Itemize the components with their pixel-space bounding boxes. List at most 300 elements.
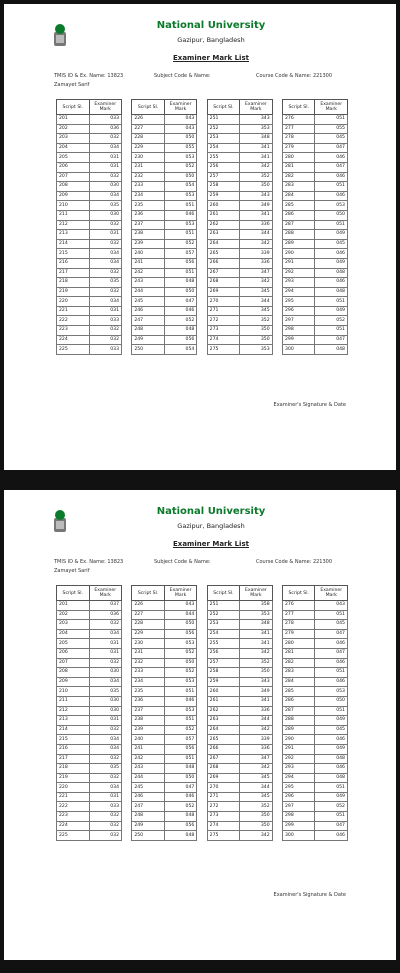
table-row	[132, 821, 197, 831]
script-serial: 214	[57, 239, 90, 249]
table-row	[57, 143, 122, 153]
script-serial: 251	[207, 601, 240, 611]
examiner-mark: 034	[89, 744, 122, 754]
table-row	[282, 210, 347, 220]
script-serial: 222	[57, 316, 90, 326]
table-row	[282, 802, 347, 812]
table-row	[57, 249, 122, 259]
script-serial: 215	[57, 735, 90, 745]
examiner-mark: 053	[164, 639, 197, 649]
script-serial: 288	[282, 230, 315, 240]
examiner-mark: 047	[315, 648, 348, 658]
script-serial: 277	[282, 610, 315, 620]
script-serial: 286	[282, 696, 315, 706]
examiner-mark: 051	[315, 706, 348, 716]
examiner-mark: 339	[240, 735, 273, 745]
examiner-mark: 031	[89, 648, 122, 658]
table-row	[207, 831, 272, 841]
script-serial: 233	[132, 182, 165, 192]
script-serial: 248	[132, 326, 165, 336]
script-serial: 252	[207, 124, 240, 134]
table-row	[282, 278, 347, 288]
examiner-mark: 336	[240, 706, 273, 716]
script-serial: 211	[57, 696, 90, 706]
script-serial: 284	[282, 191, 315, 201]
examiner-mark: 046	[315, 278, 348, 288]
script-serial: 225	[57, 345, 90, 355]
examiner-mark: 342	[240, 162, 273, 172]
script-serial: 239	[132, 725, 165, 735]
examiner-mark: 031	[89, 306, 122, 316]
script-serial: 260	[207, 201, 240, 211]
table-row	[132, 182, 197, 192]
examiner-mark: 051	[164, 687, 197, 697]
header-examiner-mark: Examiner Mark	[315, 100, 348, 115]
script-serial: 298	[282, 326, 315, 336]
table-row	[207, 802, 272, 812]
examiner-mark: 046	[315, 677, 348, 687]
examiner-mark: 045	[315, 134, 348, 144]
examiner-mark: 048	[164, 326, 197, 336]
examiner-mark: 046	[315, 191, 348, 201]
script-serial: 266	[207, 744, 240, 754]
examiner-mark: 345	[240, 792, 273, 802]
examiner-mark: 054	[164, 182, 197, 192]
examiner-mark: 347	[240, 268, 273, 278]
examiner-mark: 045	[315, 725, 348, 735]
examiner-mark: 032	[89, 821, 122, 831]
table-row	[282, 601, 347, 611]
examiner-mark: 033	[89, 316, 122, 326]
script-serial: 238	[132, 716, 165, 726]
examiner-mark: 348	[240, 134, 273, 144]
examiner-mark: 031	[89, 230, 122, 240]
examiner-mark: 051	[164, 201, 197, 211]
script-serial: 298	[282, 812, 315, 822]
table-row	[57, 201, 122, 211]
script-serial: 219	[57, 773, 90, 783]
script-serial: 258	[207, 182, 240, 192]
script-serial: 205	[57, 639, 90, 649]
table-row	[132, 620, 197, 630]
script-serial: 273	[207, 812, 240, 822]
table-row	[57, 764, 122, 774]
table-row	[57, 658, 122, 668]
script-serial: 278	[282, 134, 315, 144]
script-serial: 236	[132, 696, 165, 706]
table-row	[57, 744, 122, 754]
examiner-mark: 049	[315, 716, 348, 726]
examiner-mark: 052	[315, 802, 348, 812]
table-row	[207, 706, 272, 716]
table-row	[132, 239, 197, 249]
script-serial: 223	[57, 326, 90, 336]
examiner-name: Zamayet Sarif	[54, 82, 90, 88]
script-serial: 220	[57, 297, 90, 307]
script-serial: 295	[282, 783, 315, 793]
examiner-mark: 036	[89, 124, 122, 134]
script-serial: 273	[207, 326, 240, 336]
examiner-mark: 052	[164, 802, 197, 812]
examiner-mark: 037	[89, 601, 122, 611]
script-serial: 254	[207, 629, 240, 639]
examiner-mark: 033	[89, 115, 122, 125]
examiner-mark: 051	[315, 668, 348, 678]
examiner-mark: 034	[89, 297, 122, 307]
page-title: Examiner Mark List	[173, 54, 249, 62]
script-serial: 231	[132, 648, 165, 658]
table-row	[132, 210, 197, 220]
script-serial: 262	[207, 706, 240, 716]
table-row	[132, 687, 197, 697]
table-row	[207, 648, 272, 658]
script-serial: 280	[282, 639, 315, 649]
examiner-mark: 051	[315, 115, 348, 125]
table-row	[57, 326, 122, 336]
table-row	[57, 345, 122, 355]
header-script-sl: Script Sl.	[282, 100, 315, 115]
script-serial: 300	[282, 345, 315, 355]
script-serial: 224	[57, 821, 90, 831]
script-serial: 218	[57, 764, 90, 774]
examiner-mark: 341	[240, 143, 273, 153]
table-row	[207, 620, 272, 630]
examiner-mark: 030	[89, 706, 122, 716]
script-serial: 230	[132, 153, 165, 163]
table-row	[57, 172, 122, 182]
table-row	[282, 115, 347, 125]
table-row	[57, 668, 122, 678]
table-row	[207, 744, 272, 754]
table-row	[282, 287, 347, 297]
examiner-mark: 031	[89, 162, 122, 172]
script-serial: 220	[57, 783, 90, 793]
examiner-mark: 031	[89, 153, 122, 163]
examiner-mark: 339	[240, 249, 273, 259]
table-row	[132, 268, 197, 278]
script-serial: 231	[132, 162, 165, 172]
examiner-mark: 031	[89, 792, 122, 802]
header-script-sl: Script Sl.	[282, 586, 315, 601]
examiner-mark: 051	[164, 230, 197, 240]
examiner-mark: 035	[89, 201, 122, 211]
header-examiner-mark: Examiner Mark	[89, 586, 122, 601]
script-serial: 206	[57, 162, 90, 172]
script-serial: 229	[132, 629, 165, 639]
examiner-mark: 049	[315, 744, 348, 754]
table-row	[207, 335, 272, 345]
table-header-row	[282, 100, 347, 115]
examiner-mark: 051	[315, 220, 348, 230]
examiner-mark: 034	[89, 629, 122, 639]
table-row	[282, 345, 347, 355]
table-row	[207, 696, 272, 706]
examiner-mark: 056	[164, 335, 197, 345]
table-row	[207, 668, 272, 678]
table-row	[282, 191, 347, 201]
table-row	[207, 326, 272, 336]
script-serial: 280	[282, 153, 315, 163]
script-serial: 234	[132, 191, 165, 201]
script-serial: 234	[132, 677, 165, 687]
examiner-mark: 343	[240, 677, 273, 687]
examiner-mark: 045	[315, 620, 348, 630]
table-row	[282, 326, 347, 336]
examiner-mark: 032	[89, 812, 122, 822]
script-serial: 203	[57, 134, 90, 144]
examiner-mark: 033	[89, 345, 122, 355]
script-serial: 223	[57, 812, 90, 822]
examiner-mark: 053	[315, 201, 348, 211]
table-row	[57, 783, 122, 793]
examiner-mark: 336	[240, 258, 273, 268]
script-serial: 204	[57, 629, 90, 639]
script-serial: 299	[282, 821, 315, 831]
table-row	[207, 792, 272, 802]
examiner-mark: 352	[240, 658, 273, 668]
script-serial: 249	[132, 335, 165, 345]
examiner-mark: 051	[315, 182, 348, 192]
subject-code: Subject Code & Name:	[154, 73, 211, 79]
marks-table	[56, 585, 122, 841]
table-row	[57, 134, 122, 144]
script-serial: 257	[207, 172, 240, 182]
examiner-mark: 350	[240, 326, 273, 336]
examiner-mark: 046	[164, 306, 197, 316]
examiner-mark: 030	[89, 182, 122, 192]
table-row	[282, 831, 347, 841]
script-serial: 290	[282, 735, 315, 745]
examiner-mark: 353	[240, 610, 273, 620]
script-serial: 232	[132, 172, 165, 182]
script-serial: 278	[282, 620, 315, 630]
script-serial: 265	[207, 249, 240, 259]
examiner-mark: 051	[315, 812, 348, 822]
table-row	[282, 696, 347, 706]
table-row	[282, 735, 347, 745]
examiner-mark: 048	[315, 287, 348, 297]
script-serial: 283	[282, 182, 315, 192]
examiner-mark: 044	[164, 610, 197, 620]
table-row	[207, 610, 272, 620]
examiner-mark: 043	[164, 124, 197, 134]
table-row	[282, 648, 347, 658]
script-serial: 289	[282, 725, 315, 735]
table-row	[57, 124, 122, 134]
script-serial: 246	[132, 792, 165, 802]
marks-grid	[56, 585, 348, 841]
examiner-mark: 052	[315, 316, 348, 326]
examiner-mark: 036	[89, 610, 122, 620]
table-row	[57, 716, 122, 726]
table-row	[57, 696, 122, 706]
script-serial: 287	[282, 706, 315, 716]
examiner-name: Zamayet Sarif	[54, 568, 90, 574]
table-row	[282, 773, 347, 783]
table-row	[132, 764, 197, 774]
signature-line: Examiner's Signature & Date	[273, 892, 346, 898]
examiner-mark: 350	[240, 182, 273, 192]
script-serial: 216	[57, 258, 90, 268]
script-serial: 286	[282, 210, 315, 220]
table-row	[57, 162, 122, 172]
table-row	[207, 316, 272, 326]
script-serial: 227	[132, 124, 165, 134]
script-serial: 293	[282, 764, 315, 774]
examiner-mark: 345	[240, 287, 273, 297]
table-row	[282, 143, 347, 153]
table-row	[132, 648, 197, 658]
script-serial: 205	[57, 153, 90, 163]
examiner-mark: 345	[240, 773, 273, 783]
examiner-mark: 047	[315, 821, 348, 831]
header-examiner-mark: Examiner Mark	[164, 586, 197, 601]
examiner-mark: 046	[315, 639, 348, 649]
script-serial: 252	[207, 610, 240, 620]
examiner-mark: 342	[240, 648, 273, 658]
examiner-mark: 052	[164, 648, 197, 658]
table-row	[207, 115, 272, 125]
script-serial: 218	[57, 278, 90, 288]
table-row	[132, 706, 197, 716]
examiner-mark: 052	[164, 239, 197, 249]
examiner-mark: 043	[315, 601, 348, 611]
examiner-mark: 342	[240, 764, 273, 774]
table-row	[282, 258, 347, 268]
table-row	[207, 306, 272, 316]
table-row	[57, 239, 122, 249]
table-row	[282, 610, 347, 620]
table-row	[282, 754, 347, 764]
script-serial: 276	[282, 115, 315, 125]
script-serial: 253	[207, 620, 240, 630]
examiner-mark: 032	[89, 725, 122, 735]
table-row	[282, 297, 347, 307]
script-serial: 213	[57, 230, 90, 240]
header-script-sl: Script Sl.	[57, 586, 90, 601]
examiner-mark: 050	[164, 134, 197, 144]
table-row	[207, 134, 272, 144]
table-row	[207, 287, 272, 297]
script-serial: 239	[132, 239, 165, 249]
examiner-mark: 051	[315, 297, 348, 307]
examiner-mark: 035	[89, 764, 122, 774]
table-row	[282, 134, 347, 144]
script-serial: 210	[57, 201, 90, 211]
table-row	[207, 735, 272, 745]
script-serial: 245	[132, 297, 165, 307]
examiner-mark: 349	[240, 201, 273, 211]
table-row	[57, 258, 122, 268]
script-serial: 244	[132, 773, 165, 783]
script-serial: 297	[282, 802, 315, 812]
examiner-mark: 050	[164, 172, 197, 182]
university-name: National University	[156, 20, 266, 31]
table-row	[207, 172, 272, 182]
table-row	[207, 239, 272, 249]
examiner-mark: 051	[164, 716, 197, 726]
table-row	[207, 297, 272, 307]
table-row	[207, 725, 272, 735]
table-row	[57, 268, 122, 278]
script-serial: 279	[282, 629, 315, 639]
script-serial: 264	[207, 239, 240, 249]
table-row	[57, 648, 122, 658]
examiner-mark: 049	[315, 258, 348, 268]
table-header-row	[207, 100, 272, 115]
table-row	[282, 821, 347, 831]
script-serial: 285	[282, 687, 315, 697]
script-serial: 238	[132, 230, 165, 240]
script-serial: 285	[282, 201, 315, 211]
table-row	[132, 230, 197, 240]
examiner-mark: 035	[89, 687, 122, 697]
examiner-mark: 032	[89, 620, 122, 630]
table-row	[207, 258, 272, 268]
table-row	[132, 658, 197, 668]
table-row	[282, 706, 347, 716]
table-row	[207, 249, 272, 259]
table-row	[282, 677, 347, 687]
table-row	[132, 812, 197, 822]
script-serial: 237	[132, 706, 165, 716]
script-serial: 261	[207, 210, 240, 220]
script-serial: 281	[282, 162, 315, 172]
script-serial: 240	[132, 735, 165, 745]
table-row	[132, 134, 197, 144]
script-serial: 256	[207, 162, 240, 172]
script-serial: 222	[57, 802, 90, 812]
script-serial: 288	[282, 716, 315, 726]
table-row	[57, 153, 122, 163]
university-location: Gazipur, Bangladesh	[177, 522, 245, 530]
table-row	[282, 620, 347, 630]
table-row	[57, 115, 122, 125]
examiner-mark: 046	[315, 831, 348, 841]
examiner-mark: 048	[164, 831, 197, 841]
examiner-mark: 352	[240, 316, 273, 326]
table-row	[57, 792, 122, 802]
marks-table	[207, 585, 273, 841]
script-serial: 226	[132, 601, 165, 611]
examiner-mark: 034	[89, 735, 122, 745]
examiner-mark: 347	[240, 754, 273, 764]
script-serial: 258	[207, 668, 240, 678]
script-serial: 216	[57, 744, 90, 754]
script-serial: 225	[57, 831, 90, 841]
script-serial: 226	[132, 115, 165, 125]
examiner-mark: 056	[164, 744, 197, 754]
examiner-mark: 352	[240, 172, 273, 182]
examiner-mark: 031	[89, 639, 122, 649]
table-row	[132, 610, 197, 620]
examiner-mark: 341	[240, 696, 273, 706]
table-row	[282, 124, 347, 134]
examiner-mark: 034	[89, 191, 122, 201]
table-row	[57, 230, 122, 240]
examiner-mark: 341	[240, 153, 273, 163]
examiner-mark: 350	[240, 335, 273, 345]
table-row	[57, 601, 122, 611]
table-row	[282, 658, 347, 668]
examiner-mark: 033	[89, 802, 122, 812]
examiner-mark: 350	[240, 821, 273, 831]
script-serial: 246	[132, 306, 165, 316]
table-row	[57, 620, 122, 630]
script-serial: 264	[207, 725, 240, 735]
mark-list-page	[4, 4, 396, 470]
table-row	[207, 153, 272, 163]
